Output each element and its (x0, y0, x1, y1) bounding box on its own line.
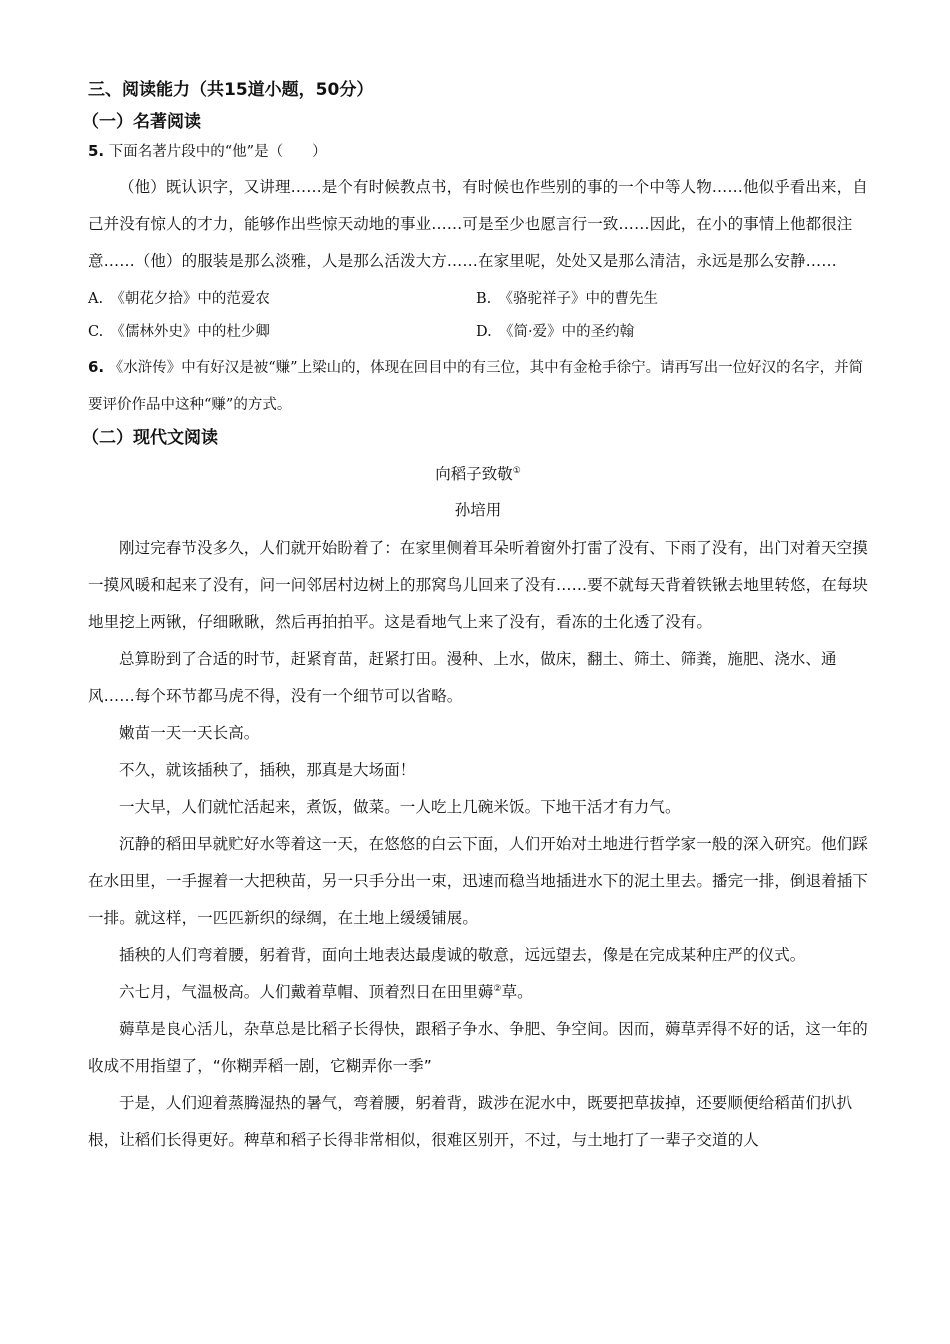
question-5 (88, 140, 868, 163)
question-6-number: 6. (88, 358, 105, 376)
article-title-footnote-mark: ① (512, 465, 521, 476)
section-heading: 三、阅读能力（共15道小题，50分） (88, 80, 374, 100)
article-paragraph-6: 沉静的稻田早就贮好水等着这一天，在悠悠的白云下面，人们开始对土地进行哲学家一般的深入研究。他们踩在水田里，一手握着一大把秧苗，另一只手分出一束，迅速而稳当地插进水下的泥土里去。播完一排，倒退着插下一排。就这样，一匹匹新织的绿绸，在土地上缓缓铺展。 (88, 835, 869, 927)
option-d: D. 《简·爱》中的圣约翰 (476, 324, 635, 340)
article-paragraph-2: 总算盼到了合适的时节，赶紧育苗，赶紧打田。漫种、上水，做床，翻土、筛土、筛粪，施肥、浇水、通风……每个环节都马虎不得，没有一个细节可以省略。 (88, 650, 837, 705)
article-paragraph-10: 于是，人们迎着蒸腾湿热的暑气，弯着腰，躬着背，跋涉在泥水中，既要把草拔掉，还要顺便给稻苗们扒扒根，让稻们长得更好。稗草和稻子长得非常相似，很难区别开，不过，与土地打了一辈子交道的人 (88, 1094, 853, 1149)
option-a: A. 《朝花夕拾》中的范爱农 (88, 291, 270, 307)
article-paragraph-3: 嫩苗一天一天长高。 (119, 724, 260, 742)
part2-heading: （二）现代文阅读 (82, 428, 218, 448)
paragraph-8-footnote-mark: ② (493, 983, 502, 994)
article-paragraph-4: 不久，就该插秧了，插秧，那真是大场面！ (119, 761, 416, 779)
article-paragraph-1: 刚过完春节没多久，人们就开始盼着了：在家里侧着耳朵听着窗外打雷了没有、下雨了没有，出门对着天空摸一摸风暖和起来了没有，问一问邻居村边树上的那窝鸟儿回来了没有……要不就每天背着铁锹去地里转悠，在每块地里挖上两锹，仔细瞅瞅，然后再拍拍平。这是看地气上来了没有，看冻的土化透了没有。 (88, 539, 869, 631)
question-5-options (88, 288, 868, 343)
question-6-text: 《水浒传》中有好汉是被“赚”上梁山的，体现在回目中的有三位，其中有金枪手徐宁。请再写出一位好汉的名字，并简要评价作品中这种“赚”的方式。 (88, 360, 864, 413)
option-c: C. 《儒林外史》中的杜少卿 (88, 324, 270, 340)
question-5-number: 5. (88, 142, 105, 160)
article-paragraph-7: 插秧的人们弯着腰，躬着背，面向土地表达最虔诚的敬意，远远望去，像是在完成某种庄严的仪式。 (119, 946, 806, 964)
question-6 (88, 349, 868, 424)
article-author: 孙培用 (454, 501, 502, 519)
option-b: B. 《骆驼祥子》中的曹先生 (476, 291, 659, 307)
article-paragraph-9: 薅草是良心活儿，杂草总是比稻子长得快，跟稻子争水、争肥、争空间。因而，薅草弄得不好的话，这一年的收成不用指望了，“你糊弄稻一剧，它糊弄你一季” (88, 1020, 868, 1075)
part1-heading: （一）名著阅读 (82, 112, 201, 132)
paragraph-8-after: 草。 (501, 983, 533, 1001)
question-5-stem: 下面名著片段中的“他”是（ ） (104, 144, 327, 160)
article-title-text: 向稻子致敬 (435, 465, 513, 483)
document-page (82, 72, 869, 1159)
article-paragraph-8 (88, 974, 868, 1011)
question-5-passage: （他）既认识字，又讲理……是个有时候教点书，有时候也作些别的事的一个中等人物……他似乎看出来，自己并没有惊人的才力，能够作出些惊天动地的事业……可是至少也愿言行一致……因此，在小的事情上他都很注意……（他）的服装是那么淡雅，人是那么活泼大方……在家里呢，处处又是那么清洁，永远是那么安静…… (88, 178, 868, 270)
paragraph-8-before: 六七月，气温极高。人们戴着草帽、顶着烈日在田里薅 (119, 983, 494, 1001)
article-paragraph-5: 一大早，人们就忙活起来，煮饭，做菜。一人吃上几碗米饭。下地干活才有力气。 (119, 798, 681, 816)
article-title (88, 456, 868, 492)
